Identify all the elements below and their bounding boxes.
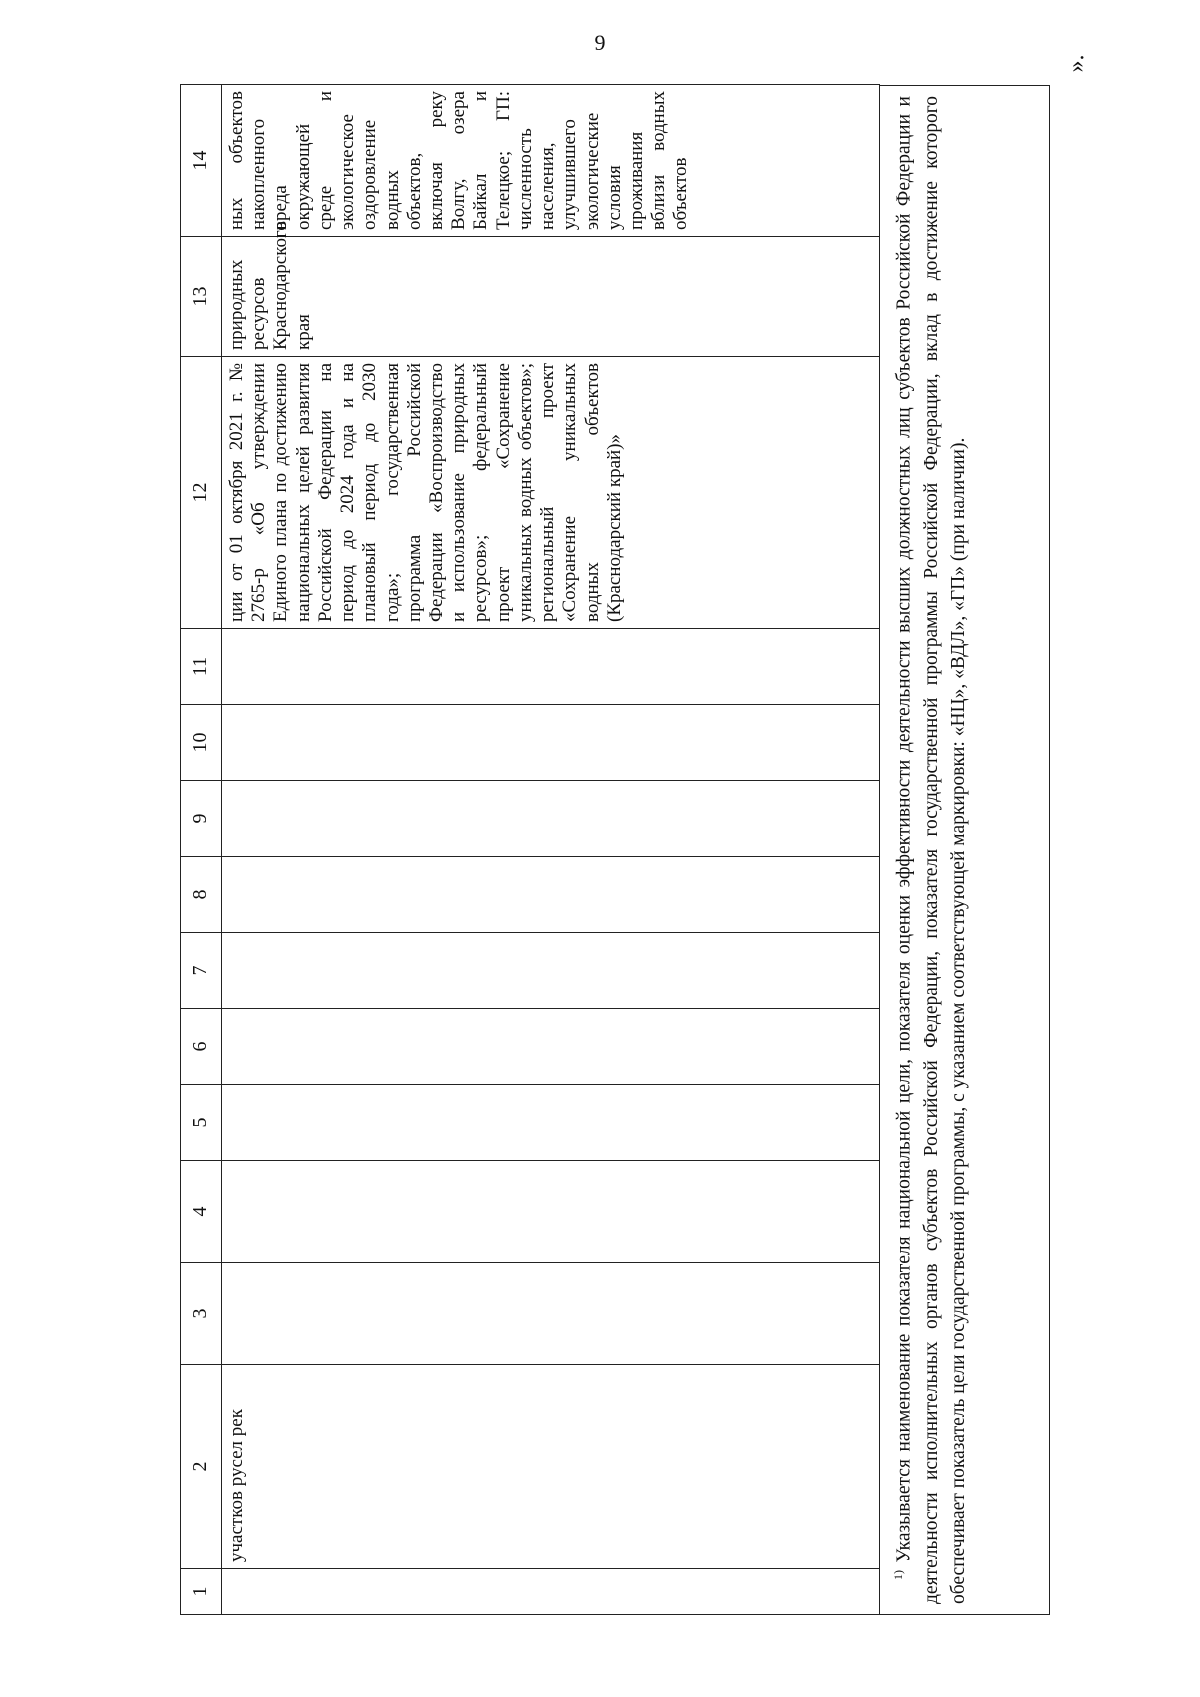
table-cell	[222, 705, 880, 781]
table-cell-legal-basis: ции от 01 октября 2021 г. № 2765-р «Об утверждении Единого плана по достижению национальных целей развития Российской Федерации на период до 2024 года и на плановый период до 2030 года»; государственная программа Российской Федерации «Воспроизводство и использование природных ресурсов»; федеральный проект «Сохранение уникальных водных объектов»; региональный проект «Сохранение уникальных водных объектов (Краснодарский край)»	[222, 357, 880, 629]
column-number: 1	[181, 1569, 222, 1615]
footnote	[880, 85, 1050, 1615]
table-cell	[222, 857, 880, 933]
footnote-marker: 1)	[891, 1570, 905, 1580]
table-cell	[222, 629, 880, 705]
column-number: 9	[181, 781, 222, 857]
table-header-row	[181, 85, 222, 1615]
column-number: 10	[181, 705, 222, 781]
table-cell	[222, 1085, 880, 1161]
table-cell	[222, 1263, 880, 1365]
footnote-text: Указывается наименование показателя национальной цели, показателя оценки эффективности деятельности высших должностных лиц субъектов Российской Федерации и деятельности исполнительных органов субъектов Российской Федерации, показателя государственной программы Российской Федерации, вклад в достижение которого обеспечивает показатель цели государственной программы, с указанием соответствующей маркировки: «НЦ», «ВДЛ», «ГП» (при наличии).	[893, 96, 970, 1604]
table-cell	[222, 1569, 880, 1615]
indicator-table	[180, 84, 880, 1615]
table-cell	[222, 1161, 880, 1263]
column-number: 2	[181, 1365, 222, 1569]
footnote-text-line	[890, 96, 972, 1604]
column-number: 14	[181, 85, 222, 237]
column-number: 13	[181, 237, 222, 357]
column-number: 11	[181, 629, 222, 705]
column-number: 3	[181, 1263, 222, 1365]
table-cell	[222, 933, 880, 1009]
column-number: 6	[181, 1009, 222, 1085]
rotated-page-content	[180, 85, 1060, 1615]
table-cell	[222, 781, 880, 857]
table-cell-indicators: ных объектов накопленного вреда окружающей среде и экологическое оздоровление водных объектов, включая реку Волгу, озера Байкал и Телецкое; ГП: численность населения, улучшившего экологические условия проживания вблизи водных объектов	[222, 85, 880, 237]
closing-quote-mark: ».	[1063, 54, 1090, 73]
column-number: 7	[181, 933, 222, 1009]
column-number: 5	[181, 1085, 222, 1161]
column-number: 8	[181, 857, 222, 933]
table-cell	[222, 1009, 880, 1085]
table-cell: участков русел рек	[222, 1365, 880, 1569]
column-number: 4	[181, 1161, 222, 1263]
table-row	[222, 85, 880, 1615]
column-number: 12	[181, 357, 222, 629]
table-cell-responsible: природных ресурсов Краснодарского края	[222, 237, 880, 357]
page-number: 9	[594, 30, 606, 55]
